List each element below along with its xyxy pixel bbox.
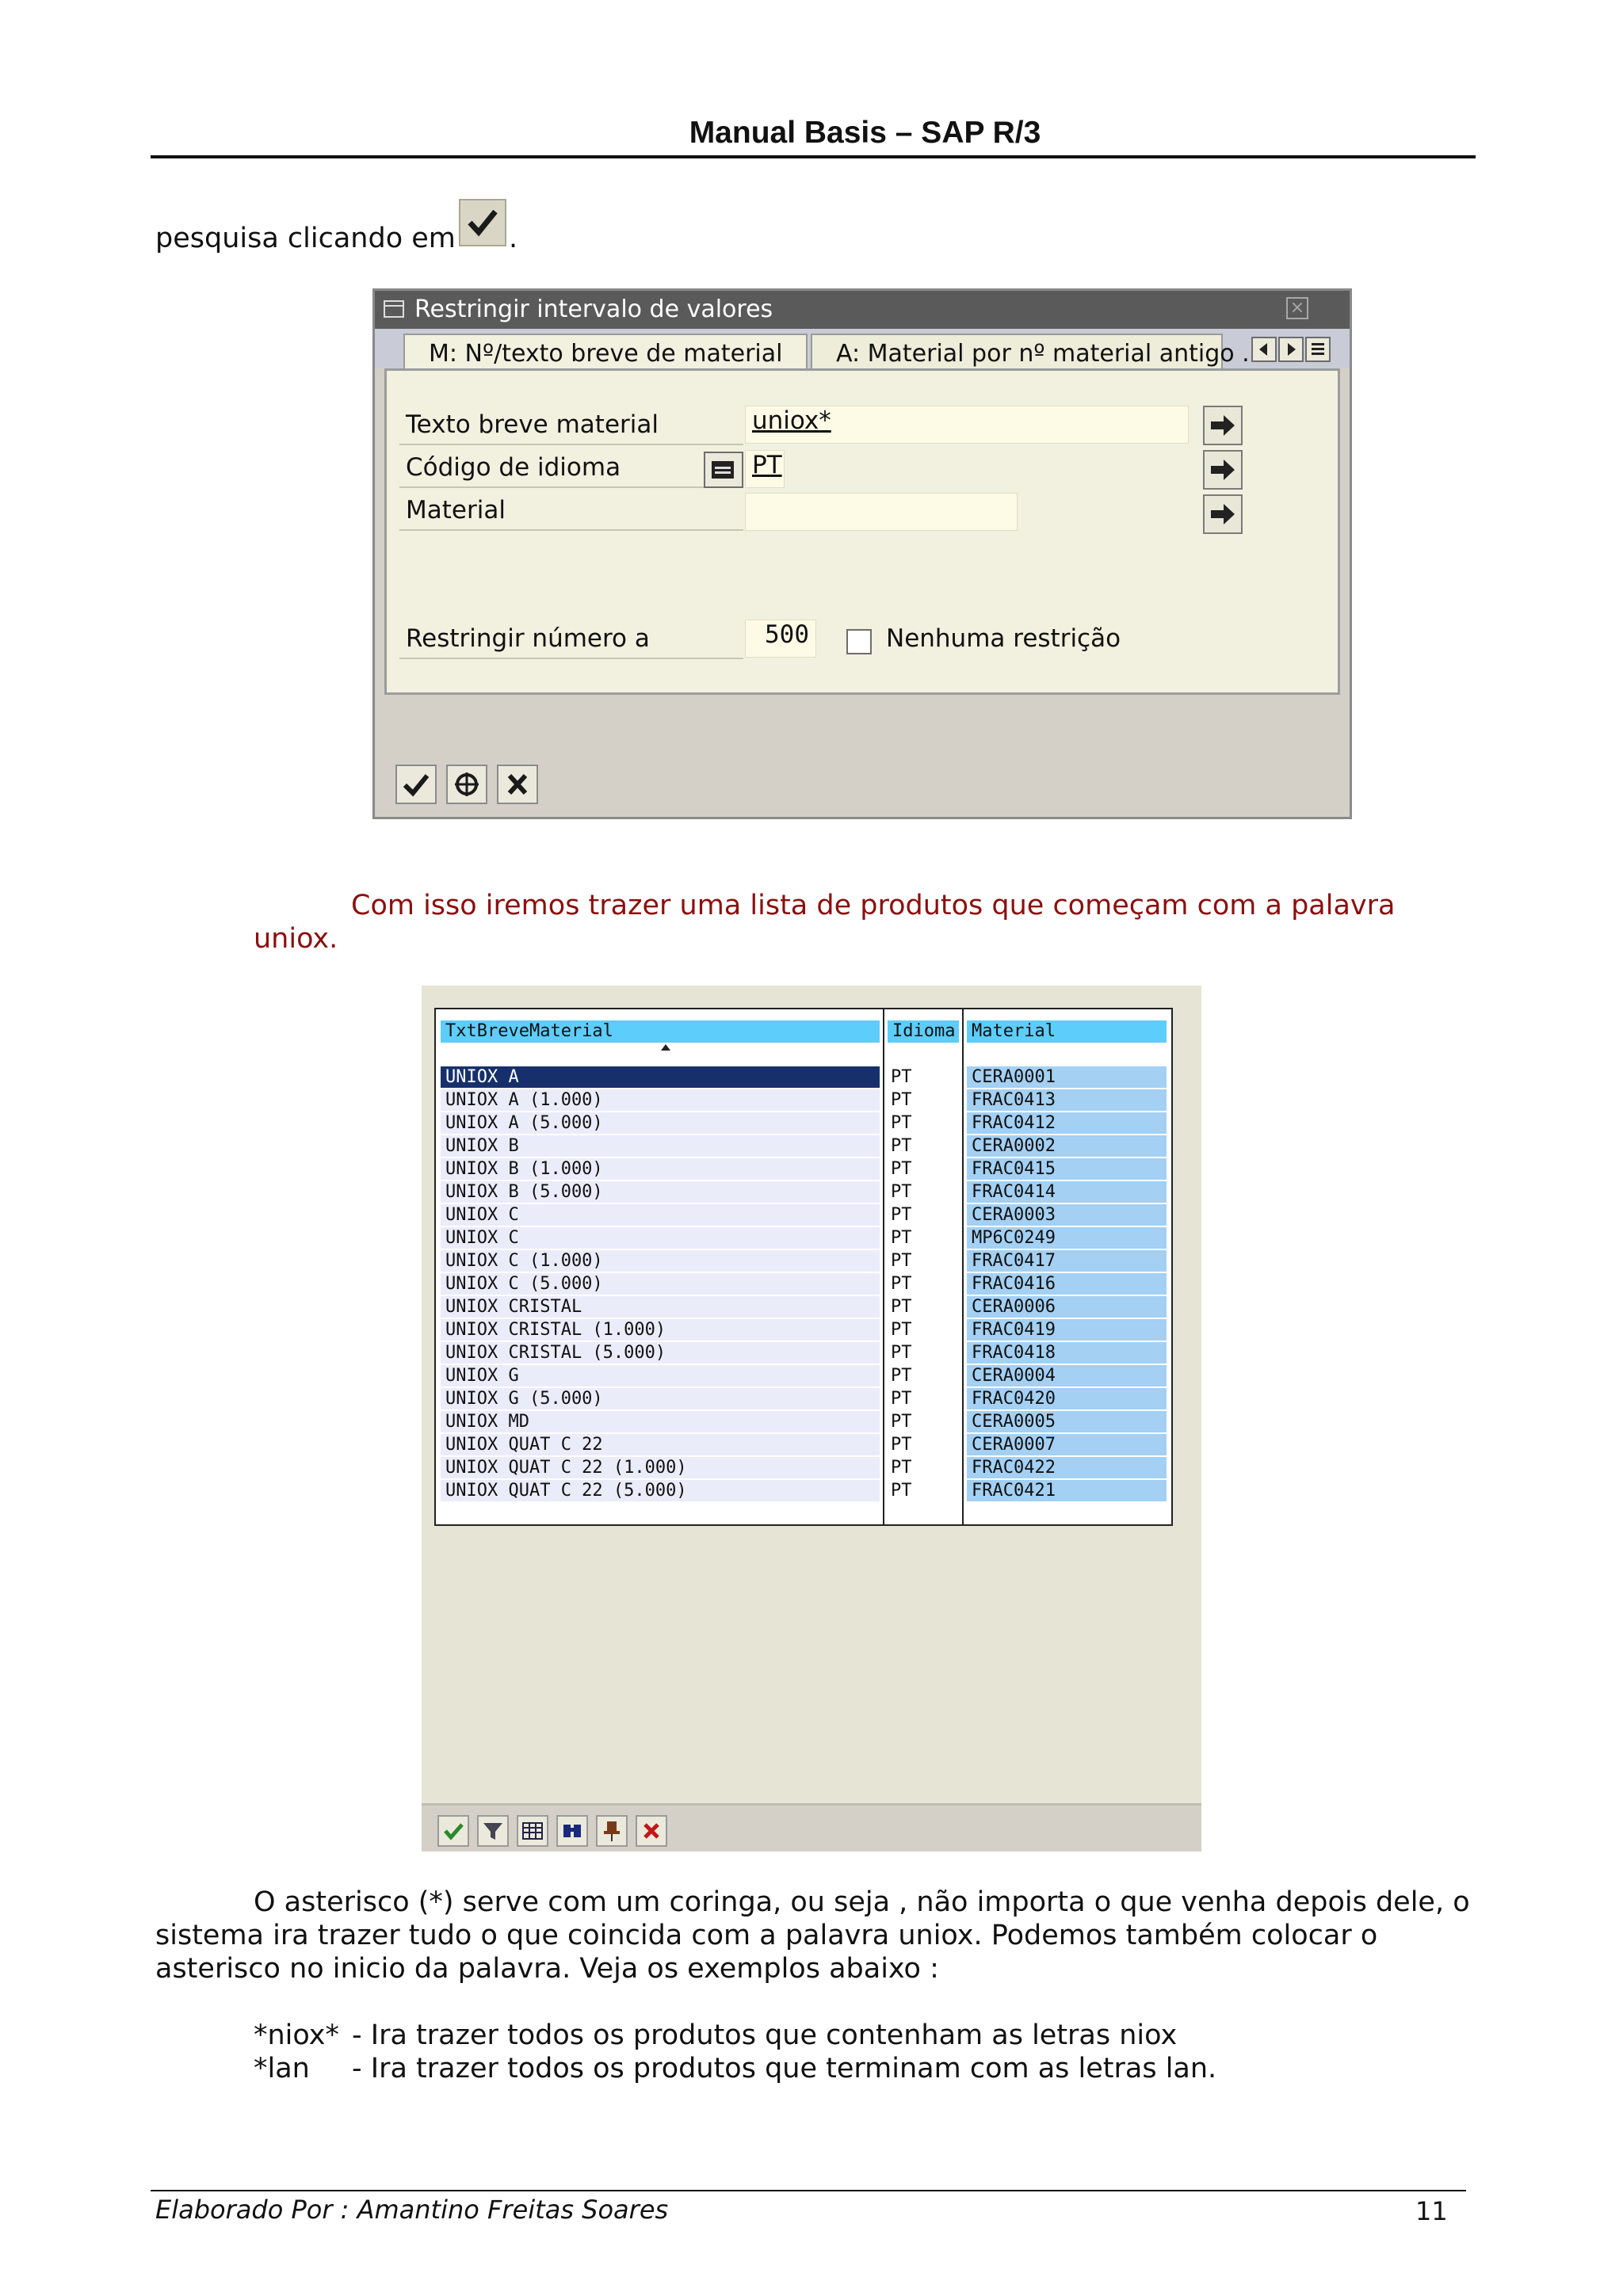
restrict-number-input[interactable]: 500 — [745, 620, 816, 658]
cell-text: UNIOX C (5.000) — [441, 1273, 880, 1295]
cell-language: PT — [888, 1066, 959, 1088]
page-header-title: Manual Basis – SAP R/3 — [689, 116, 1041, 150]
short-text-input[interactable]: uniox* — [745, 406, 1189, 444]
grid-settings-icon[interactable] — [517, 1815, 548, 1847]
multiple-selection-arrow-icon[interactable] — [1203, 450, 1243, 490]
tab-scroll-left-icon[interactable] — [1251, 337, 1277, 362]
table-row[interactable] — [436, 1158, 1171, 1181]
cell-text: UNIOX MD — [441, 1411, 880, 1432]
cell-material: FRAC0413 — [967, 1089, 1167, 1111]
table-row[interactable] — [436, 1227, 1171, 1250]
hit-list-toolbar — [422, 1803, 1201, 1852]
hit-list-rows — [436, 1066, 1171, 1510]
table-row[interactable] — [436, 1296, 1171, 1319]
cell-material: FRAC0419 — [967, 1319, 1167, 1341]
cell-language: PT — [888, 1365, 959, 1386]
column-header-idioma[interactable]: Idioma — [888, 1020, 959, 1043]
cell-language: PT — [888, 1135, 959, 1157]
no-restriction-checkbox[interactable] — [846, 629, 872, 654]
cell-material: CERA0002 — [967, 1135, 1167, 1157]
table-row[interactable] — [436, 1066, 1171, 1089]
table-row[interactable] — [436, 1273, 1171, 1296]
example-pattern: *niox* — [254, 2019, 339, 2051]
table-row[interactable] — [436, 1319, 1171, 1342]
cell-language: PT — [888, 1250, 959, 1272]
cancel-icon[interactable] — [497, 765, 538, 804]
cell-language: PT — [888, 1204, 959, 1226]
cell-text: UNIOX C — [441, 1204, 880, 1226]
cell-text: UNIOX C (1.000) — [441, 1250, 880, 1272]
multiple-selection-arrow-icon[interactable] — [1203, 406, 1243, 445]
cell-text: UNIOX QUAT C 22 (5.000) — [441, 1480, 880, 1501]
table-row[interactable] — [436, 1457, 1171, 1480]
table-row[interactable] — [436, 1434, 1171, 1457]
table-row[interactable] — [436, 1135, 1171, 1158]
cell-material: FRAC0422 — [967, 1457, 1167, 1478]
hit-list-table — [434, 1008, 1173, 1526]
cell-material: FRAC0418 — [967, 1342, 1167, 1363]
cell-language: PT — [888, 1112, 959, 1134]
dialog-title: Restringir intervalo de valores — [414, 296, 773, 323]
table-row[interactable] — [436, 1250, 1171, 1273]
dialog-titlebar — [375, 291, 1350, 329]
field-underline — [399, 486, 743, 488]
cell-material: CERA0003 — [967, 1204, 1167, 1226]
cell-material: CERA0007 — [967, 1434, 1167, 1455]
language-input[interactable]: PT — [745, 450, 785, 488]
cell-text: UNIOX B — [441, 1135, 880, 1157]
cell-material: CERA0001 — [967, 1066, 1167, 1088]
body-line-1: O asterisco (*) serve com um coringa, ou seja , não importa o que venha depois dele, o — [254, 1886, 1470, 1918]
table-row[interactable] — [436, 1480, 1171, 1503]
cell-text: UNIOX CRISTAL (1.000) — [441, 1319, 880, 1341]
cell-language: PT — [888, 1388, 959, 1409]
cell-material: FRAC0417 — [967, 1250, 1167, 1272]
cell-language: PT — [888, 1319, 959, 1341]
table-row[interactable] — [436, 1411, 1171, 1434]
cell-text: UNIOX A (5.000) — [441, 1112, 880, 1134]
hit-list-window — [422, 986, 1201, 1849]
cell-material: FRAC0412 — [967, 1112, 1167, 1134]
tab-list-icon[interactable] — [1305, 337, 1331, 362]
find-binoculars-icon[interactable] — [556, 1815, 588, 1847]
field-underline — [399, 444, 743, 445]
cell-text: UNIOX CRISTAL (5.000) — [441, 1342, 880, 1363]
body-line-3: asterisco no inicio da palavra. Veja os exemplos abaixo : — [155, 1953, 939, 1985]
cell-language: PT — [888, 1296, 959, 1318]
material-label: Material — [406, 496, 506, 524]
example-description: - Ira trazer todos os produtos que contenham as letras niox — [352, 2019, 1178, 2051]
material-input[interactable] — [745, 493, 1018, 531]
table-row[interactable] — [436, 1112, 1171, 1135]
sort-indicator-icon — [661, 1044, 670, 1051]
table-row[interactable] — [436, 1181, 1171, 1204]
column-header-material[interactable]: Material — [967, 1020, 1167, 1043]
window-icon — [383, 298, 407, 322]
cell-material: MP6C0249 — [967, 1227, 1167, 1249]
cell-language: PT — [888, 1089, 959, 1111]
restrict-number-label: Restringir número a — [406, 624, 650, 653]
cell-language: PT — [888, 1480, 959, 1501]
column-header-txtbreve[interactable]: TxtBreveMaterial — [441, 1020, 880, 1043]
cell-material: FRAC0420 — [967, 1388, 1167, 1409]
table-row[interactable] — [436, 1089, 1171, 1112]
cancel-icon[interactable] — [636, 1815, 667, 1847]
cell-language: PT — [888, 1411, 959, 1432]
cell-text: UNIOX G — [441, 1365, 880, 1386]
cell-language: PT — [888, 1181, 959, 1203]
cell-text: UNIOX A — [441, 1066, 880, 1088]
dialog-tabstrip — [375, 329, 1350, 368]
cell-language: PT — [888, 1158, 959, 1180]
cell-material: CERA0006 — [967, 1296, 1167, 1318]
cell-language: PT — [888, 1434, 959, 1455]
filter-icon[interactable] — [477, 1815, 509, 1847]
cell-text: UNIOX A (1.000) — [441, 1089, 880, 1111]
header-rule — [151, 155, 1476, 158]
cell-material: FRAC0421 — [967, 1480, 1167, 1501]
check-icon — [459, 199, 506, 246]
dialog-panel — [384, 368, 1340, 695]
no-restriction-label: Nenhuma restrição — [886, 624, 1121, 653]
table-row[interactable] — [436, 1204, 1171, 1227]
new-search-icon[interactable] — [446, 765, 487, 804]
language-label: Código de idioma — [406, 453, 621, 482]
tab-scroll-right-icon[interactable] — [1278, 337, 1304, 362]
caption-line-1: Com isso iremos trazer uma lista de produtos que começam com a palavra — [351, 890, 1396, 921]
cell-text: UNIOX C — [441, 1227, 880, 1249]
caption-line-2: uniox. — [254, 923, 338, 955]
cell-text: UNIOX B (5.000) — [441, 1181, 880, 1203]
cell-text: UNIOX B (1.000) — [441, 1158, 880, 1180]
field-underline — [399, 529, 743, 531]
example-pattern: *lan — [254, 2053, 310, 2084]
copy-check-icon[interactable] — [437, 1815, 469, 1847]
cell-language: PT — [888, 1227, 959, 1249]
field-underline — [399, 658, 743, 659]
body-line-2: sistema ira trazer tudo o que coincida com a palavra uniox. Podemos também colocar o — [155, 1920, 1378, 1951]
language-selection-icon[interactable] — [704, 452, 743, 488]
cell-material: CERA0004 — [967, 1365, 1167, 1386]
intro-suffix: . — [509, 223, 518, 254]
page-number: 11 — [1415, 2196, 1448, 2226]
cell-text: UNIOX QUAT C 22 — [441, 1434, 880, 1455]
cell-material: FRAC0415 — [967, 1158, 1167, 1180]
cell-language: PT — [888, 1457, 959, 1478]
table-row[interactable] — [436, 1342, 1171, 1365]
restrict-values-dialog — [372, 288, 1352, 819]
pin-icon[interactable] — [596, 1815, 628, 1847]
footer-rule — [151, 2190, 1466, 2191]
cell-text: UNIOX CRISTAL — [441, 1296, 880, 1318]
cell-text: UNIOX G (5.000) — [441, 1388, 880, 1409]
cell-material: CERA0005 — [967, 1411, 1167, 1432]
cell-material: FRAC0416 — [967, 1273, 1167, 1295]
close-icon[interactable]: × — [1286, 297, 1308, 319]
cell-language: PT — [888, 1342, 959, 1363]
table-row[interactable] — [436, 1388, 1171, 1411]
footer-author: Elaborado Por : Amantino Freitas Soares — [155, 2195, 669, 2225]
table-row[interactable] — [436, 1365, 1171, 1388]
cell-material: FRAC0414 — [967, 1181, 1167, 1203]
intro-text: pesquisa clicando em — [155, 223, 456, 254]
dialog-toolbar — [375, 755, 1350, 817]
short-text-label: Texto breve material — [406, 410, 659, 439]
example-description: - Ira trazer todos os produtos que terminam com as letras lan. — [352, 2053, 1217, 2084]
cell-language: PT — [888, 1273, 959, 1295]
cell-text: UNIOX QUAT C 22 (1.000) — [441, 1457, 880, 1478]
tab-material-text[interactable]: M: Nº/texto breve de material — [403, 334, 808, 368]
tab-old-material[interactable]: A: Material por nº material antigo . — [811, 334, 1223, 368]
continue-check-icon[interactable] — [395, 765, 437, 804]
multiple-selection-arrow-icon[interactable] — [1203, 494, 1243, 534]
